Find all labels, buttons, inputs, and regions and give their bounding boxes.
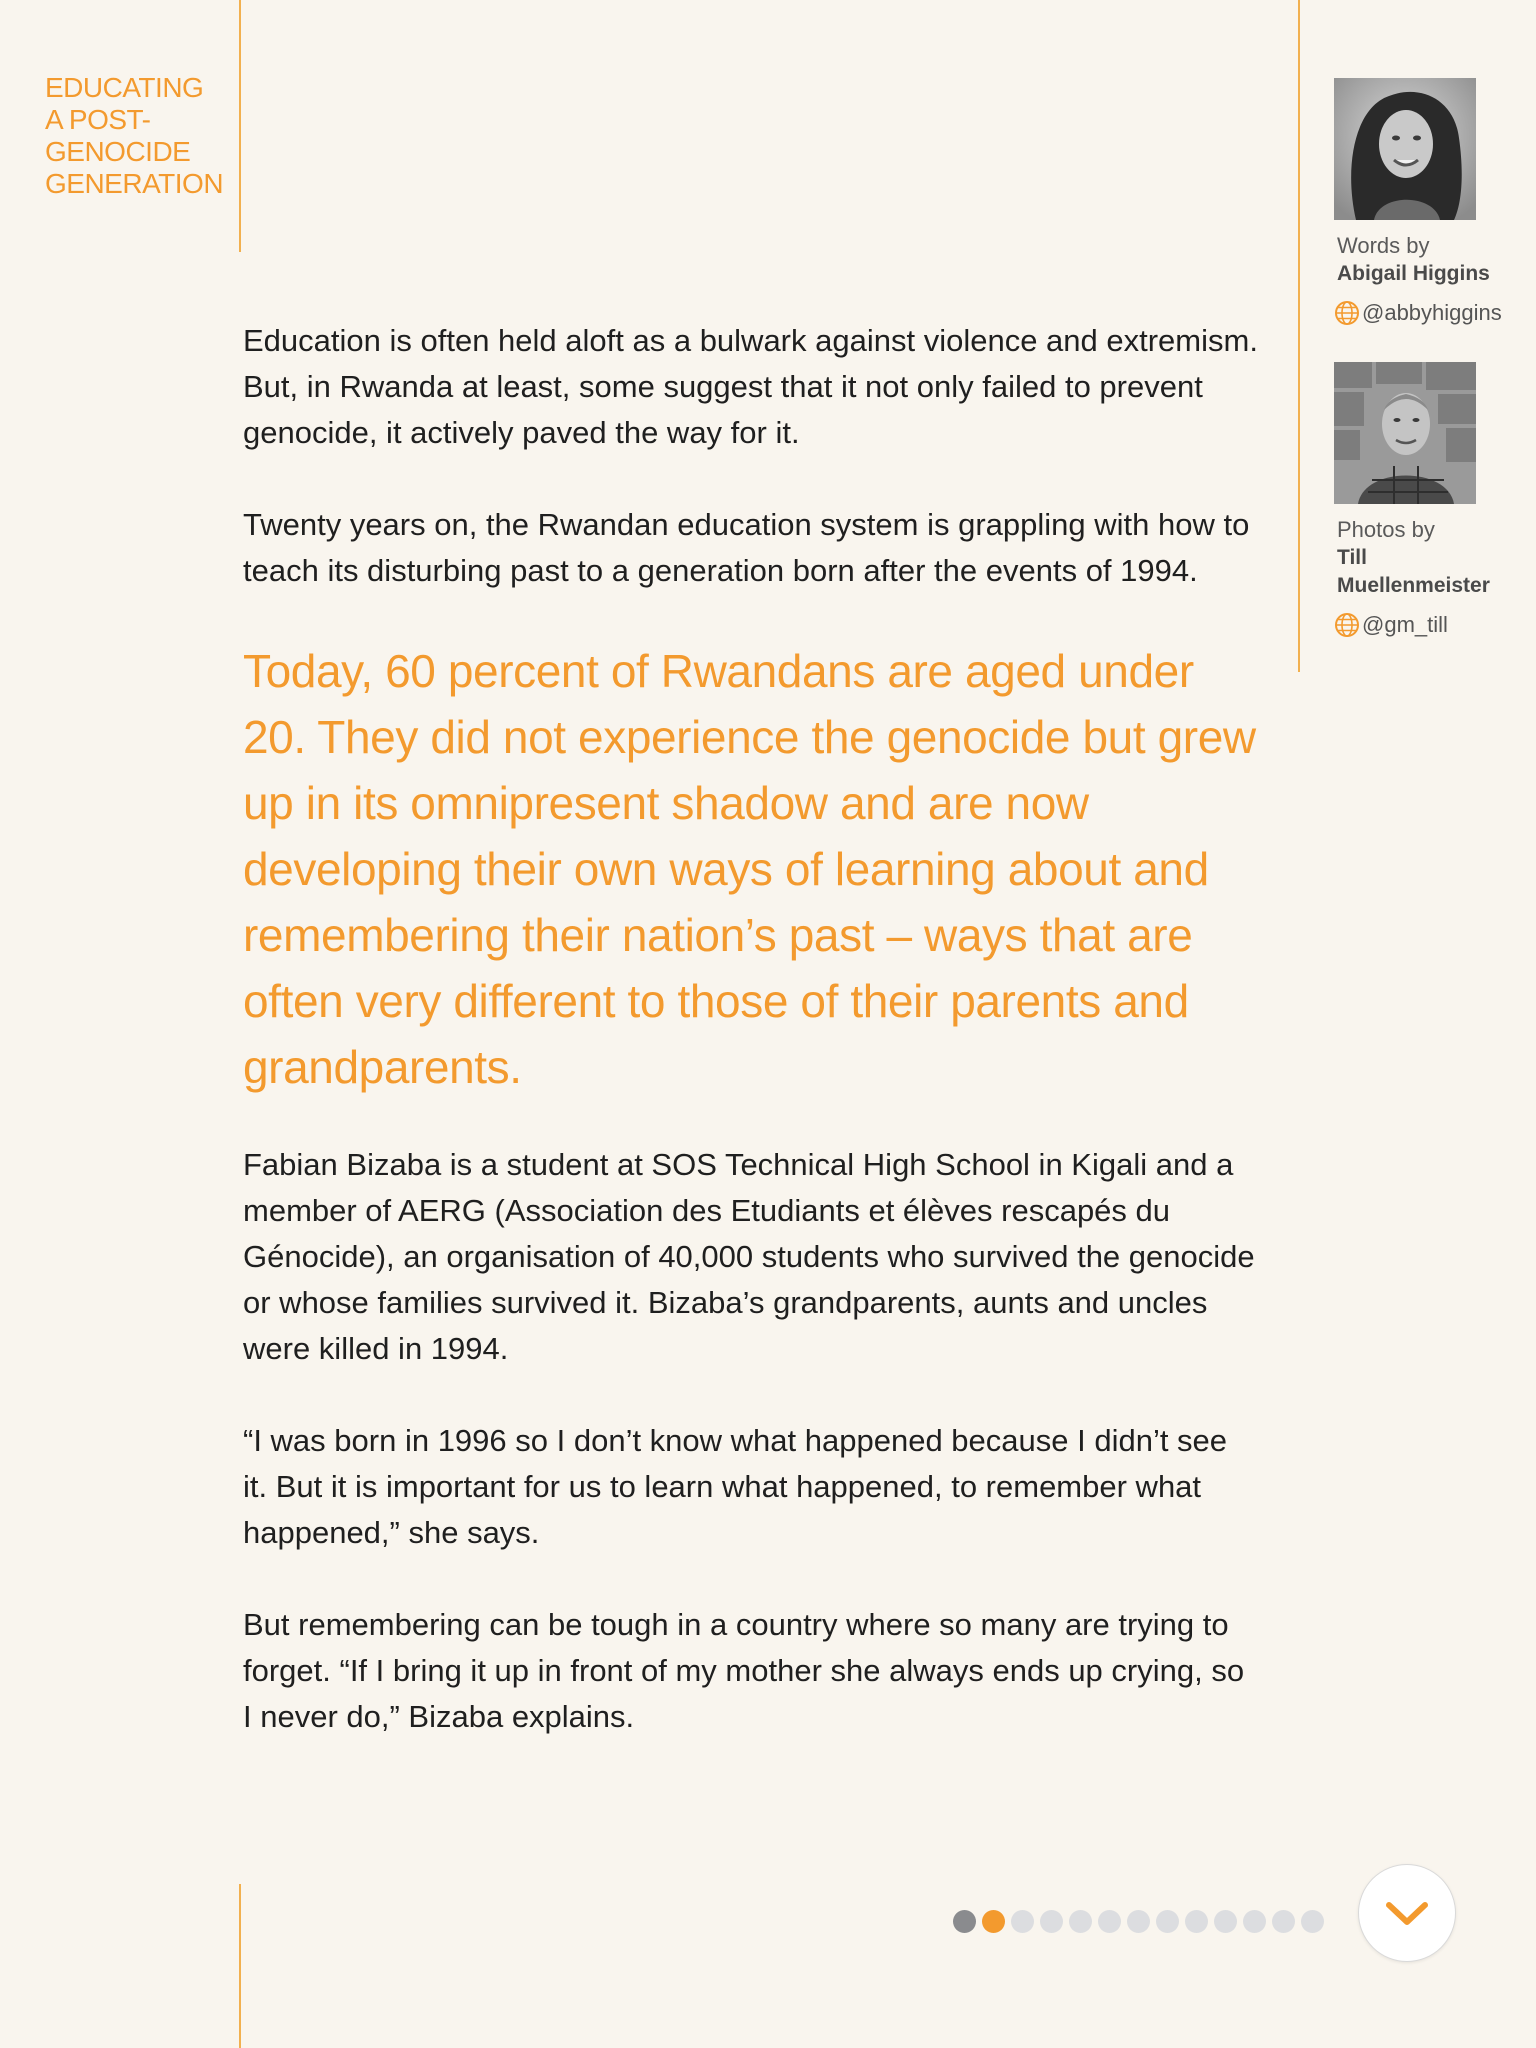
photographer-credit-label: Photos by: [1337, 517, 1435, 542]
page-dot[interactable]: [1272, 1910, 1295, 1933]
photographer-photo: [1334, 362, 1476, 504]
photographer-credit: [1334, 362, 1524, 638]
section-title-line: GENERATION: [45, 168, 224, 199]
page-dot[interactable]: [1185, 1910, 1208, 1933]
page-indicator: [953, 1910, 1324, 1933]
section-title: [45, 72, 235, 200]
article-paragraph-intro-2: Twenty years on, the Rwandan education system is grappling with how to teach its disturbing past to a generation born after the events of 1994.: [243, 507, 1250, 588]
page-dot[interactable]: [982, 1910, 1005, 1933]
page-dot[interactable]: [1214, 1910, 1237, 1933]
section-title-line: GENOCIDE: [45, 136, 191, 167]
writer-photo: [1334, 78, 1476, 220]
credits-sidebar: [1334, 78, 1524, 638]
photographer-handle: @gm_till: [1362, 612, 1448, 637]
chevron-down-icon: [1384, 1898, 1430, 1928]
writer-handle: @abbyhiggins: [1362, 300, 1502, 325]
globe-icon: [1334, 300, 1360, 326]
right-divider: [1298, 0, 1300, 672]
page-dot[interactable]: [1301, 1910, 1324, 1933]
page-dot[interactable]: [1011, 1910, 1034, 1933]
page-dot[interactable]: [1127, 1910, 1150, 1933]
page-dot[interactable]: [1243, 1910, 1266, 1933]
article-paragraph-4: “I was born in 1996 so I don’t know what happened because I didn’t see it. But it is important for us to learn what happened, to remember what happened,” she says.: [243, 1423, 1228, 1550]
photographer-name-first: Till: [1337, 546, 1367, 569]
section-title-line: EDUCATING: [45, 72, 204, 103]
photographer-handle-link[interactable]: [1334, 612, 1524, 638]
article-paragraph-5: But remembering can be tough in a country where so many are trying to forget. “If I bring it up in front of my mother she always ends up crying, so I never do,” Bizaba explains.: [243, 1607, 1245, 1734]
pull-quote: Today, 60 percent of Rwandans are aged under 20. They did not experience the genocide but grew up in its omnipresent shadow and are now developing their own ways of learning about and remembering their nation’s past – ways that are often very different to those of their parents and grandparents.: [243, 645, 1256, 1093]
writer-name: Abigail Higgins: [1337, 262, 1490, 285]
photographer-name-last: Muellenmeister: [1337, 574, 1490, 597]
page-dot[interactable]: [1098, 1910, 1121, 1933]
writer-credit-label: Words by: [1337, 233, 1430, 258]
globe-icon: [1334, 612, 1360, 638]
page-dot[interactable]: [1156, 1910, 1179, 1933]
article-paragraph-intro-1: Education is often held aloft as a bulwark against violence and extremism. But, in Rwanda at least, some suggest that it not only failed to prevent genocide, it actively paved the way for it.: [243, 323, 1258, 450]
article-paragraph-3: Fabian Bizaba is a student at SOS Technical High School in Kigali and a member of AERG (Association des Etudiants et élèves rescapés du Génocide), an organisation of 40,000 students who survived the genocide or whose families survived it. Bizaba’s grandparents, aunts and uncles were killed in 1994.: [243, 1147, 1255, 1366]
writer-credit: [1334, 78, 1524, 326]
page-dot[interactable]: [1069, 1910, 1092, 1933]
section-title-line: A POST-: [45, 104, 151, 135]
page-dot[interactable]: [953, 1910, 976, 1933]
left-divider-top: [239, 0, 241, 252]
writer-handle-link[interactable]: [1334, 300, 1524, 326]
article-body: [243, 318, 1258, 1786]
page-dot[interactable]: [1040, 1910, 1063, 1933]
next-page-button[interactable]: [1358, 1864, 1456, 1962]
left-divider-bottom: [239, 1884, 241, 2048]
